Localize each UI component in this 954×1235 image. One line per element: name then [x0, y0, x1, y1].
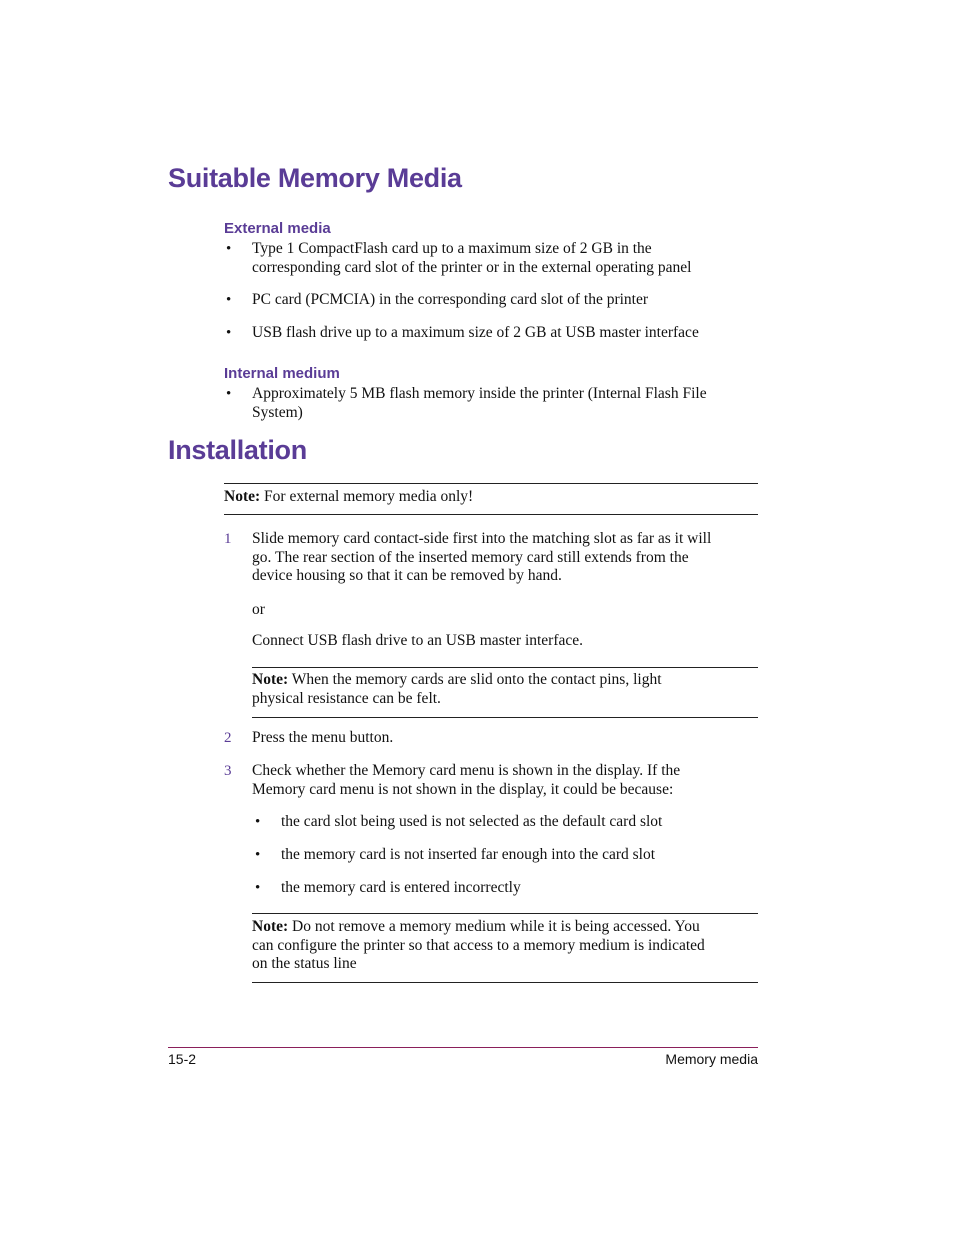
divider: [252, 717, 758, 718]
bullet-icon: •: [255, 847, 261, 863]
step-number: 1: [224, 531, 232, 547]
step-number: 2: [224, 730, 232, 746]
step-text: Check whether the Memory card menu is shown in the display. If the Memory card menu is not shown in the display, it could be because:: [252, 762, 681, 798]
list-item: PC card (PCMCIA) in the corresponding card slot of the printer: [252, 291, 649, 308]
subheading-internal-medium: Internal medium: [224, 365, 340, 382]
bullet-icon: •: [255, 814, 261, 830]
footer-rule: [168, 1047, 758, 1048]
note-label: Note:: [224, 488, 261, 505]
bullet-icon: •: [226, 292, 232, 308]
divider: [224, 483, 758, 484]
bullet-icon: •: [226, 386, 232, 402]
step-number: 3: [224, 763, 232, 779]
note-do-not-remove: Note: Do not remove a memory medium while it is being accessed. You can configure the printer so that access to a memory medium is indicated on the status line: [252, 918, 705, 972]
divider: [252, 913, 758, 914]
step-alternative: Connect USB flash drive to an USB master interface.: [252, 632, 584, 649]
note-label: Note:: [252, 918, 289, 935]
bullet-icon: •: [255, 880, 261, 896]
list-item: the memory card is entered incorrectly: [281, 879, 521, 896]
note-external-only: Note: For external memory media only!: [224, 488, 474, 505]
list-item: Type 1 CompactFlash card up to a maximum size of 2 GB in the corresponding card slot of the printer or in the external operating panel: [252, 240, 692, 276]
list-item: the memory card is not inserted far enough into the card slot: [281, 846, 656, 863]
page-number: 15-2: [168, 1051, 197, 1067]
step-text: Slide memory card contact-side first into the matching slot as far as it will go. The rear section of the inserted memory card still extends from the device housing so that it can be removed by hand.: [252, 530, 712, 584]
note-label: Note:: [252, 671, 289, 688]
list-item: the card slot being used is not selected as the default card slot: [281, 813, 663, 830]
section-title-suitable-memory-media: Suitable Memory Media: [168, 163, 462, 193]
divider: [224, 514, 758, 515]
chapter-name: Memory media: [665, 1051, 758, 1067]
step-text: Press the menu button.: [252, 729, 394, 746]
bullet-icon: •: [226, 241, 232, 257]
list-item: USB flash drive up to a maximum size of 2 GB at USB master interface: [252, 324, 699, 341]
divider: [252, 667, 758, 668]
list-item: Approximately 5 MB flash memory inside the printer (Internal Flash File System): [252, 385, 707, 421]
subheading-external-media: External media: [224, 220, 331, 237]
step-or: or: [252, 601, 265, 618]
section-title-installation: Installation: [168, 435, 307, 465]
divider: [252, 982, 758, 983]
bullet-icon: •: [226, 325, 232, 341]
note-contact-pins: Note: When the memory cards are slid onto the contact pins, light physical resistance can be felt.: [252, 671, 662, 707]
